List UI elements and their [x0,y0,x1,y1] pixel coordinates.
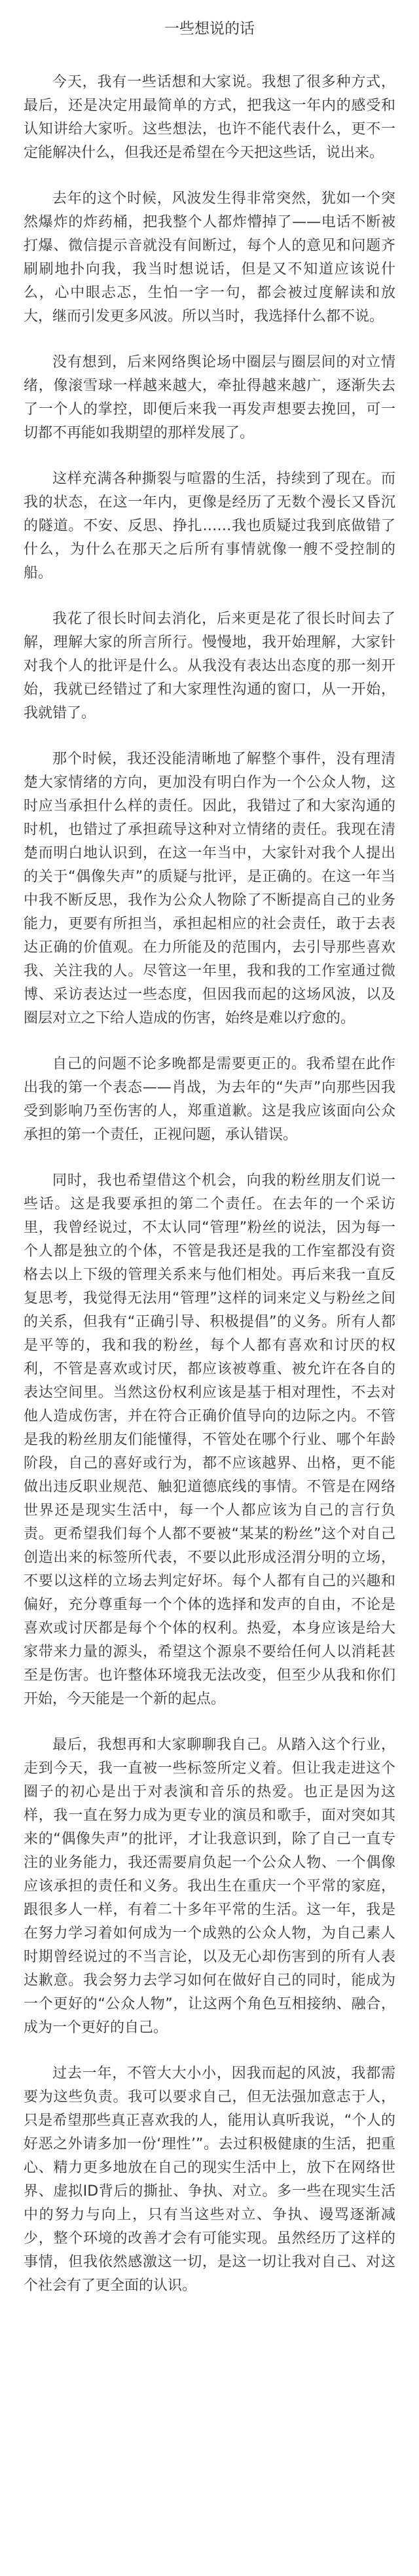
article-body [24,71,395,2298]
paragraph: 我花了很长时间去消化，后来更是花了很长时间去了解，理解大家的所言所行。慢慢地，我开始理解，大家针对我个人的批评是什么。从我没有表达出态度的那一刻开始，我就已经错过了和大家理性沟通的窗口，从一开始，我就错了。 [24,611,395,721]
paragraph: 今天，我有一些话想和大家说。我想了很多种方式，最后，还是决定用最简单的方式，把我这一年内的感受和认知讲给大家听。这些想法，也许不能代表什么，更不一定能解决什么，但我还是希望在今天把这些话，说出来。 [24,74,395,161]
paragraph: 这样充满各种撕裂与喧嚣的生活，持续到了现在。而我的状态，在这一年内，更像是经历了无数个漫长又昏沉的隧道。不安、反思、挣扎……我也质疑过我到底做错了什么，为什么在那天之后所有事情就像一艘不受控制的船。 [24,471,395,581]
paragraph: 过去一年，不管大大小小，因我而起的风波，我都需要为这些负责。我可以要求自己，但无法强加意志于人，只是希望那些真正喜欢我的人，能用认真听我说，“个人的好恶之外请多加一份‘理性’”。去过积极健康的生活，把重心、精力更多地放在自己的现实生活中上，放下在网络世界、虚拟ID背后的撕扯、争执、对立。多一些在现实生活中的努力与向上，只有当这些对立、争执、谩骂逐渐减少，整个环境的改善才会有可能实现。虽然经历了这样的事情，但我依然感激这一切，是这一切让我对自己、对这个社会有了更全面的认识。 [24,2065,395,2294]
paragraph: 去年的这个时候，风波发生得非常突然，犹如一个突然爆炸的炸药桶，把我整个人都炸懵掉了——电话不断被打爆、微信提示音就没有间断过，每个人的意见和问题齐刷刷地扑向我，我当时想说话，但是又不知道应该说什么，心中眼忐忑，生怕一字一句，都会被过度解读和放大，继而引发更多风波。所以当时，我选择什么都不说。 [24,190,395,325]
paragraph: 那个时候，我还没能清晰地了解整个事件，没有理清楚大家情绪的方向，更加没有明白作为一个公众人物，这时应当承担什么样的责任。因此，我错过了和大家沟通的时机，也错过了承担疏导这种对立情绪的责任。我现在清楚而明白地认识到，在这一年当中，大家针对我个人提出的关于“偶像失声”的质疑与批评，是正确的。在这一年当中我不断反思，我作为公众人物除了不断提高自己的业务能力，更要有所担当，承担起相应的社会责任，敢于去表达正确的价值观。在力所能及的范围内，去引导那些喜欢我、关注我的人。尽管这一年里，我和我的工作室通过微博、采访表达过一些态度，但因我而起的这场风波，以及圈层对立之下给人造成的伤害，始终是难以疗愈的。 [24,751,395,1026]
paragraph: 没有想到，后来网络舆论场中圈层与圈层间的对立情绪，像滚雪球一样越来越大，牵扯得越来越广，逐渐失去了一个人的掌控，即便后来我一再发声想要去挽回，可一切都不再能如我期望的那样发展了。 [24,354,395,441]
paragraph: 自己的问题不论多晚都是需要更正的。我希望在此作出我的第一个表态——肖战，为去年的“失声”向那些因我受到影响乃至伤害的人，郑重道歉。这是我应该面向公众承担的第一个责任，正视问题，承认错误。 [24,1056,395,1143]
article-title: 一些想说的话 [164,20,255,37]
paragraph: 最后，我想再和大家聊聊我自己。从踏入这个行业，走到今天，我一直被一些标签所定义着。但让我走进这个圈子的初心是出于对表演和音乐的热爱。也正是因为这样，我一直在努力成为更专业的演员和歌手，面对突如其来的“偶像失声”的批评，才让我意识到，除了自己一直专注的业务能力，我还需要肩负起一个公众人物、一个偶像应该承担的责任和义务。我出生在重庆一个平常的家庭，跟很多人一样，有着二十多年平常的生活。这一年，我是在努力学习着如何成为一个成熟的公众人物，为自己素人时期曾经说过的不当言论，以及无心却伤害到的所有人表达歉意。我会努力去学习如何在做好自己的同时，能成为一个更好的“公众人物”，让这两个角色互相接纳、融合，成为一个更好的自己。 [24,1737,395,2036]
paragraph: 同时，我也希望借这个机会，向我的粉丝朋友们说一些话。这是我要承担的第二个责任。在去年的一个采访里，我曾经说过，不太认同“管理”粉丝的说法，因为每一个人都是独立的个体，不管是我还是我的工作室都没有资格去以上下级的管理关系来与他们相处。再后来我一直反复思考，我觉得无法用“管理”这样的词来定义与粉丝之间的关系，但我有“正确引导、积极提倡”的义务。所有人都是平等的，我和我的粉丝，每个人都有喜欢和讨厌的权利，不管是喜欢或讨厌，都应该被尊重、被允许在各自的表达空间里。当然这份权利应该是基于相对理性，不去对他人造成伤害，并在符合正确价值导向的边际之内。不管是我的粉丝朋友们能懂得，不管处在哪个行业、哪个年龄阶段，自己的喜好或行为，都不应该越界、出格，更不能做出违反职业规范、触犯道德底线的事情。不管是在网络世界还是现实生活中，每一个人都应该为自己的言行负责。更希望我们每个人都不要被“某某的粉丝”这个对自己创造出来的标签所代表，不要以此形成泾渭分明的立场，不要以这样的立场去判定好坏。每个人都有自己的兴趣和偏好，充分尊重每一个个体的选择和发声的自由，不论是喜欢或讨厌都是每个个体的权利。热爱，本身应该是给大家带来力量的源头，希望这个源泉不要给任何人以消耗甚至是伤害。也许整体环境我无法改变，但至少从我和你们开始，今天能是一个新的起点。 [24,1172,395,1707]
